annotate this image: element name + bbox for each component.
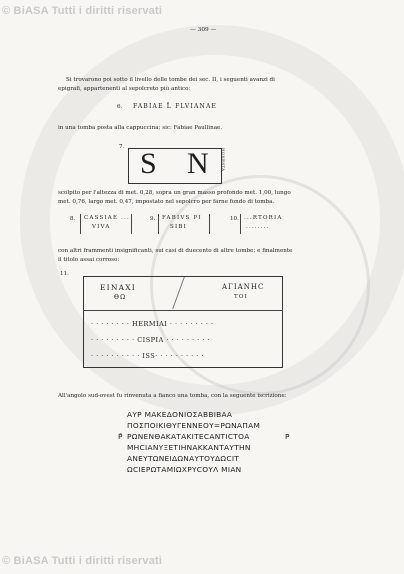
item-11-top-left2: ΘΩ — [114, 294, 127, 301]
para1-line1: Si trovarono poi sotto il livello delle tombe dei sec. II, i seguenti avanzi di — [66, 77, 275, 83]
item-9-number: 9. — [150, 216, 156, 222]
item-7-side-text: HONESTA — [221, 148, 226, 172]
greek-line6: ΩCΙΕΡΩΤΑΜΙΩΧΡΥCΟΥΛ ΜΙΑΝ — [127, 465, 242, 474]
item-11-line3: · · · · · · · · · · ISS· · · · · · · · · · — [91, 352, 204, 360]
greek-line5: ΑΝΕΥΤΩΝΕΙΔΩΝΑΥΤΟΥΔΩCΙΤ — [127, 454, 240, 463]
para-angle: All'angolo sud-ovest fu rinvenuta a fianco una tomba, con la seguente iscrizione: — [58, 393, 287, 399]
item-7-number: 7. — [119, 144, 125, 150]
greek-line3: ΡΩΝΕΝΘΑΚΑΤΑΚΙΤΕCΑΝΤΙCΤΟΑ — [127, 432, 250, 441]
para1-line2: epigrafi, appartenenti al sepolcreto più antico: — [58, 86, 191, 92]
greek-mark-left: Ρ̄ — [118, 432, 123, 441]
watermark-bottom: © BiASA Tutti i diritti riservati — [2, 555, 163, 567]
item-10-number: 10. — [230, 216, 239, 222]
item-7-letter-s: S — [140, 147, 157, 180]
item-10-frame — [240, 214, 291, 234]
watermark-top: © BiASA Tutti i diritti riservati — [2, 5, 163, 17]
para-frag-line1: con altri frammenti insignificanti, sui casi di duecento di altre tombe; e finalmente — [58, 248, 293, 254]
item-11-top-left: EINAXI — [100, 283, 136, 292]
para-frag-line2: il titolo assai corroso: — [58, 257, 120, 263]
item-9-line2: SIBI — [170, 224, 187, 230]
para7-line2: met. 0,76, largo met. 0,47, impostato nel sepolcro per farne fondo di tomba. — [58, 199, 275, 205]
item-11-divider — [83, 310, 283, 311]
item-9-frame — [158, 214, 210, 234]
item-9-line1: FABIVS PI — [162, 215, 202, 221]
item-11-line2: · · · · · · · · · CISPIA · · · · · · · · · — [91, 336, 211, 344]
item-7-letter-n: N — [187, 147, 209, 180]
item-8-frame — [80, 214, 132, 234]
item-10-line1: ...RTORIA — [244, 215, 283, 221]
tomb-line: in una tomba posta alla cappuccina; sic: Fabiae Paullinae. — [58, 125, 223, 131]
item-11-line1: · · · · · · · · HERMIAI · · · · · · · · · — [91, 320, 214, 328]
item-11-number: 11. — [60, 271, 69, 277]
item-6-number: 6. — [117, 104, 123, 110]
para7-line1: scolpito per l'altezza di met. 0,28, sopra un gran masso profondo met. 1,00, lungo — [58, 190, 291, 196]
item-10-line2: ........ — [246, 224, 270, 230]
item-11-top-right2: TOI — [234, 294, 248, 300]
item-11-top-right: AΓIANHC — [222, 283, 265, 291]
greek-line4: ΜΗCΙΑΝΥΞΕΤΙΗΝΑΚΚΑΝΤΑΥΤΗΝ — [127, 443, 251, 452]
greek-line2: ΠΟΣΠΟΙΚΙΘΥΓΕΝΝΕΟΥ=ΡΩΝΑΠΑΜ — [127, 421, 261, 430]
item-8-number: 8. — [70, 216, 76, 222]
item-6-inscription: FABIAE L̄ FLVIANAE — [133, 103, 218, 110]
greek-line1: ΑΥΡ ΜΑΚΕΔΟΝΙΟΣΑΒΒΙΒΑΑ — [127, 410, 233, 419]
greek-mark-right: Ρ — [285, 432, 290, 441]
item-8-line1: CASSIAE ... — [84, 215, 130, 221]
item-8-line2: VIVA — [92, 224, 111, 230]
page-number: — 309 — — [190, 27, 217, 33]
